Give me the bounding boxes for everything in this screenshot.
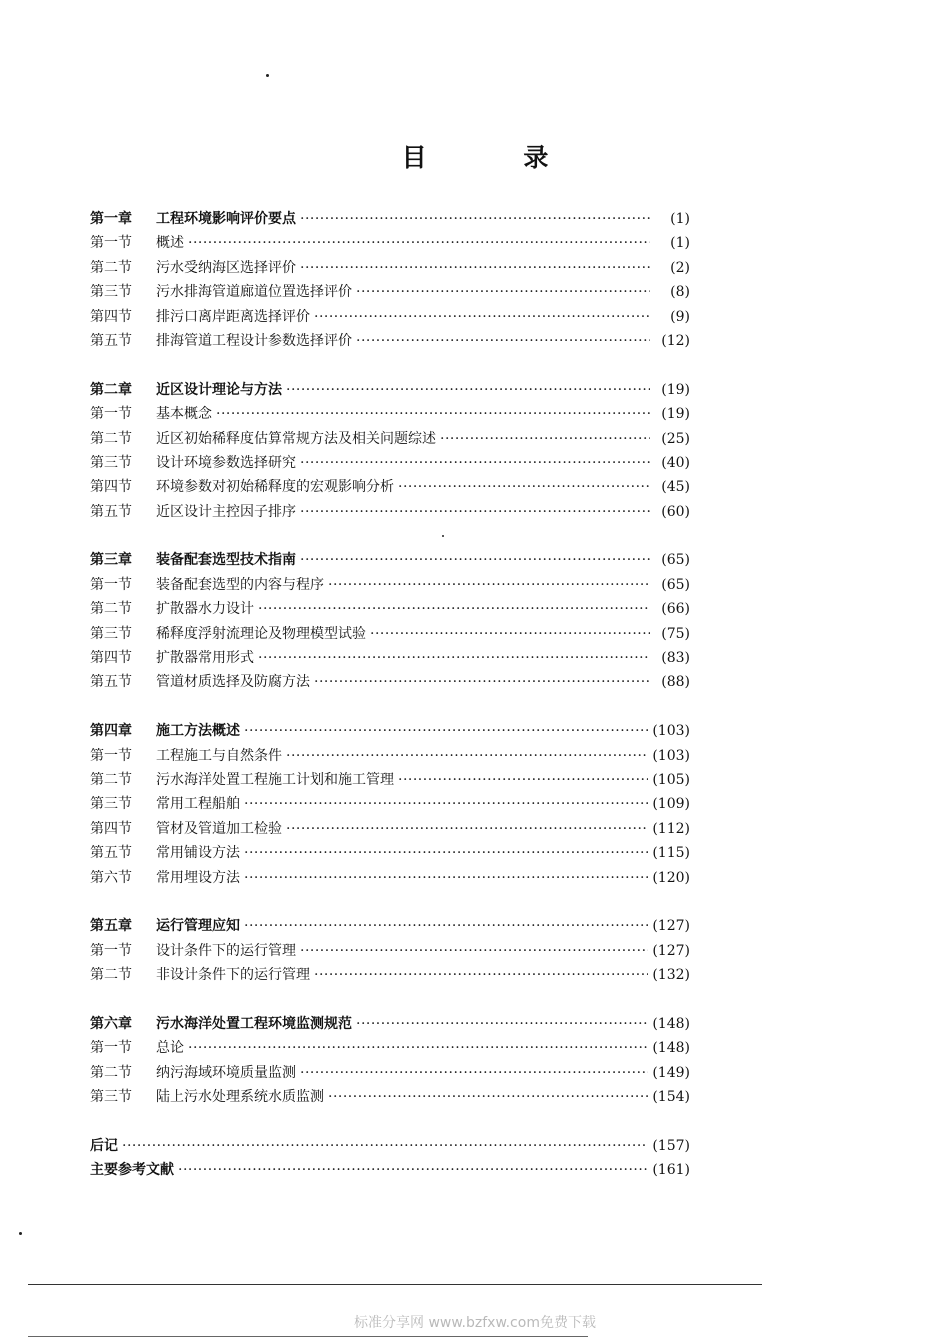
page-number: (25) — [661, 430, 690, 447]
section-label: 第一节 — [90, 576, 132, 593]
section-title: 工程施工与自然条件 — [156, 747, 282, 764]
section-title: 纳污海域环境质量监测 — [156, 1064, 296, 1081]
chapter-label: 第三章 — [90, 552, 132, 569]
section-label: 第四节 — [90, 650, 132, 667]
dot-leader — [300, 207, 650, 231]
page-number: (19) — [661, 381, 690, 398]
chapter-label: 第一章 — [90, 211, 132, 227]
section-title: 常用工程船舶 — [156, 796, 240, 813]
chapter-title: 工程环境影响评价要点 — [156, 211, 296, 227]
toc-section-row[interactable] — [90, 939, 690, 963]
section-title: 设计环境参数选择研究 — [156, 454, 296, 471]
footer-rule-bottom — [28, 1336, 588, 1337]
footer-rule — [28, 1284, 762, 1285]
section-label: 第一节 — [90, 235, 132, 252]
toc-chapter-row[interactable] — [90, 207, 690, 231]
section-label: 第三节 — [90, 1089, 132, 1106]
watermark: 标准分享网 www.bzfxw.com免费下载 — [354, 1315, 596, 1331]
toc-section-row[interactable] — [90, 1036, 690, 1060]
section-title: 稀释度浮射流理论及物理模型试验 — [156, 625, 366, 642]
page-title: 目 录 — [401, 143, 593, 172]
scan-speck — [266, 74, 269, 77]
page-number: (19) — [661, 406, 690, 423]
section-label: 第三节 — [90, 796, 132, 813]
page-number: (75) — [661, 625, 690, 642]
chapter-title: 施工方法概述 — [156, 723, 240, 740]
chapter-title: 装备配套选型技术指南 — [156, 552, 296, 569]
toc-section-row[interactable] — [90, 500, 690, 524]
section-title: 排污口离岸距离选择评价 — [156, 308, 310, 325]
toc-section-row[interactable] — [90, 768, 690, 792]
section-title: 常用铺设方法 — [156, 845, 240, 862]
section-label: 第三节 — [90, 284, 132, 301]
page-number: (65) — [661, 576, 690, 593]
chapter-label: 第五章 — [90, 918, 132, 935]
page-number: (157) — [652, 1137, 690, 1154]
section-label: 第五节 — [90, 332, 132, 349]
toc-section-row[interactable] — [90, 792, 690, 816]
section-label: 第六节 — [90, 869, 132, 886]
section-title: 排海管道工程设计参数选择评价 — [156, 332, 352, 349]
page-number: (148) — [652, 1040, 690, 1057]
dot-leader — [328, 573, 650, 597]
toc-section-row[interactable] — [90, 1061, 690, 1085]
page-number: (105) — [652, 771, 690, 788]
chapter-label: 第四章 — [90, 723, 132, 740]
toc-section-row[interactable] — [90, 841, 690, 865]
section-label: 第二节 — [90, 1064, 132, 1081]
dot-leader — [286, 817, 648, 841]
section-title: 环境参数对初始稀释度的宏观影响分析 — [156, 479, 394, 496]
toc-endmatter-row[interactable] — [90, 1134, 690, 1158]
section-title: 扩散器常用形式 — [156, 650, 254, 667]
toc-chapter-row[interactable] — [90, 1012, 690, 1036]
page-number: (148) — [652, 1015, 690, 1032]
section-title: 管材及管道加工检验 — [156, 820, 282, 837]
page-number: (8) — [670, 284, 690, 301]
section-label: 第二节 — [90, 259, 132, 276]
table-of-contents — [90, 207, 690, 1183]
dot-leader — [178, 1158, 648, 1182]
page-number: (149) — [652, 1064, 690, 1081]
dot-leader — [370, 622, 650, 646]
dot-leader — [188, 1036, 648, 1060]
toc-section-row[interactable] — [90, 963, 690, 987]
section-label: 第二节 — [90, 601, 132, 618]
toc-endmatter-row[interactable] — [90, 1158, 690, 1182]
dot-leader — [244, 792, 648, 816]
page-number: (103) — [652, 723, 690, 740]
section-label: 第二节 — [90, 771, 132, 788]
dot-leader — [300, 500, 650, 524]
dot-leader — [300, 548, 650, 572]
dot-leader — [300, 256, 650, 280]
toc-section-row[interactable] — [90, 597, 690, 621]
page-number: (161) — [652, 1162, 690, 1179]
dot-leader — [244, 866, 648, 890]
page-number: (40) — [661, 454, 690, 471]
toc-chapter-row[interactable] — [90, 914, 690, 938]
toc-section-row[interactable] — [90, 744, 690, 768]
toc-chapter-row[interactable] — [90, 548, 690, 572]
section-title: 污水海洋处置工程施工计划和施工管理 — [156, 771, 394, 788]
section-title: 近区初始稀释度估算常规方法及相关问题综述 — [156, 430, 436, 447]
toc-section-row[interactable] — [90, 573, 690, 597]
toc-chapter-row[interactable] — [90, 719, 690, 743]
dot-leader — [300, 939, 648, 963]
section-label: 第二节 — [90, 430, 132, 447]
toc-section-row[interactable] — [90, 670, 690, 694]
dot-leader — [286, 378, 650, 402]
dot-leader — [300, 451, 650, 475]
dot-leader — [440, 427, 650, 451]
section-title: 基本概念 — [156, 406, 212, 423]
section-title: 设计条件下的运行管理 — [156, 942, 296, 959]
section-title: 近区设计主控因子排序 — [156, 503, 296, 520]
section-title: 污水排海管道廊道位置选择评价 — [156, 284, 352, 301]
toc-section-row[interactable] — [90, 622, 690, 646]
toc-section-row[interactable] — [90, 1085, 690, 1109]
chapter-title: 运行管理应知 — [156, 918, 240, 935]
toc-section-row[interactable] — [90, 427, 690, 451]
section-label: 第一节 — [90, 942, 132, 959]
section-title: 扩散器水力设计 — [156, 601, 254, 618]
dot-leader — [286, 744, 648, 768]
dot-leader — [258, 597, 650, 621]
dot-leader — [356, 280, 650, 304]
section-title: 概述 — [156, 235, 184, 252]
section-label: 第五节 — [90, 845, 132, 862]
section-label: 第四节 — [90, 820, 132, 837]
page-number: (1) — [670, 211, 690, 227]
dot-leader — [398, 475, 650, 499]
page-number: (112) — [652, 820, 690, 837]
section-title: 装备配套选型的内容与程序 — [156, 576, 324, 593]
page-number: (83) — [661, 650, 690, 667]
section-label: 第五节 — [90, 503, 132, 520]
toc-section-row[interactable] — [90, 451, 690, 475]
chapter-title: 近区设计理论与方法 — [156, 381, 282, 398]
section-title: 常用埋设方法 — [156, 869, 240, 886]
page-number: (60) — [661, 503, 690, 520]
dot-leader — [244, 914, 648, 938]
toc-section-row[interactable] — [90, 280, 690, 304]
toc-section-row[interactable] — [90, 231, 690, 255]
toc-section-row[interactable] — [90, 866, 690, 890]
page-number: (132) — [652, 967, 690, 984]
section-label: 第四节 — [90, 479, 132, 496]
page-number: (66) — [661, 601, 690, 618]
section-label: 第一节 — [90, 406, 132, 423]
section-label: 第三节 — [90, 625, 132, 642]
toc-section-row[interactable] — [90, 646, 690, 670]
dot-leader — [258, 646, 650, 670]
endmatter-title: 主要参考文献 — [90, 1162, 174, 1179]
endmatter-title: 后记 — [90, 1137, 118, 1154]
page-number: (115) — [652, 845, 690, 862]
section-label: 第五节 — [90, 674, 132, 691]
dot-leader — [314, 305, 650, 329]
page-number: (127) — [652, 918, 690, 935]
page-number: (12) — [661, 332, 690, 349]
toc-section-row[interactable] — [90, 305, 690, 329]
page-number: (2) — [670, 259, 690, 276]
toc-section-row[interactable] — [90, 256, 690, 280]
page-number: (103) — [652, 747, 690, 764]
section-label: 第四节 — [90, 308, 132, 325]
toc-chapter-row[interactable] — [90, 378, 690, 402]
toc-section-row[interactable] — [90, 329, 690, 353]
page-number: (109) — [652, 796, 690, 813]
section-label: 第一节 — [90, 1040, 132, 1057]
section-label: 第一节 — [90, 747, 132, 764]
dot-leader — [122, 1134, 648, 1158]
page-number: (127) — [652, 942, 690, 959]
page-number: (9) — [670, 308, 690, 325]
dot-leader — [314, 963, 648, 987]
dot-leader — [244, 841, 648, 865]
dot-leader — [328, 1085, 648, 1109]
toc-section-row[interactable] — [90, 402, 690, 426]
page-number: (1) — [670, 235, 690, 252]
dot-leader — [356, 1012, 648, 1036]
dot-leader — [356, 329, 650, 353]
chapter-label: 第六章 — [90, 1015, 132, 1032]
dot-leader — [314, 670, 650, 694]
page-number: (120) — [652, 869, 690, 886]
section-title: 总论 — [156, 1040, 184, 1057]
dot-leader — [216, 402, 650, 426]
page-number: (45) — [661, 479, 690, 496]
chapter-label: 第二章 — [90, 381, 132, 398]
dot-leader — [300, 1061, 648, 1085]
toc-section-row[interactable] — [90, 475, 690, 499]
section-title: 管道材质选择及防腐方法 — [156, 674, 310, 691]
scan-speck — [442, 535, 444, 537]
section-label: 第三节 — [90, 454, 132, 471]
page-number: (88) — [661, 674, 690, 691]
chapter-title: 污水海洋处置工程环境监测规范 — [156, 1015, 352, 1032]
page-number: (65) — [661, 552, 690, 569]
toc-section-row[interactable] — [90, 817, 690, 841]
dot-leader — [188, 231, 650, 255]
section-title: 陆上污水处理系统水质监测 — [156, 1089, 324, 1106]
section-title: 污水受纳海区选择评价 — [156, 259, 296, 276]
dot-leader — [244, 719, 648, 743]
section-title: 非设计条件下的运行管理 — [156, 967, 310, 984]
page-number: (154) — [652, 1089, 690, 1106]
section-label: 第二节 — [90, 967, 132, 984]
scan-speck — [19, 1232, 22, 1235]
dot-leader — [398, 768, 648, 792]
